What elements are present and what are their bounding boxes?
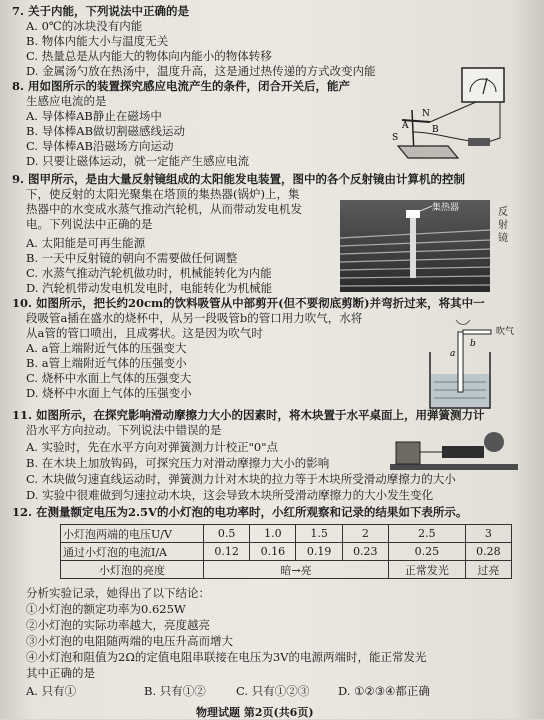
table-row-brightness bbox=[61, 561, 512, 579]
q9-stem-line4: 电。下列说法中正确的是 bbox=[26, 217, 153, 231]
q12-conclusion-3: ③小灯泡的电阻随两端的电压升高而增大 bbox=[26, 634, 233, 648]
current-cell: 0.28 bbox=[465, 543, 511, 561]
q11-stem-line2: 沿水平方向拉动。下列说法中错误的是 bbox=[26, 423, 222, 437]
q8-option-d: D. 只要让磁体运动，就一定能产生感应电流 bbox=[26, 154, 250, 168]
straw-b-icon bbox=[463, 330, 491, 334]
q8-stem-line2: 生感应电流的是 bbox=[26, 94, 107, 108]
q10-option-d: D. 烧杯中水面上气体的压强变小 bbox=[26, 386, 192, 400]
q11-option-a: A. 实验时，先在水平方向对弹簧测力计校正"0"点 bbox=[26, 440, 279, 454]
current-cell: 0.25 bbox=[388, 543, 465, 561]
q10-stem-line2: 段吸管a插在盛水的烧杯中，从另一段吸管b的管口用力吹气，水将 bbox=[26, 311, 363, 325]
q12-prompt: 其中正确的是 bbox=[26, 666, 95, 680]
q12-conclusion-1: ①小灯泡的额定功率为0.625W bbox=[26, 602, 186, 616]
wood-block-icon bbox=[396, 442, 420, 464]
q12-option-a: A. 只有① bbox=[26, 684, 77, 698]
q9-option-c: C. 水蒸气推动汽轮机做功时，机械能转化为内能 bbox=[26, 266, 272, 280]
svg-text:B: B bbox=[432, 125, 439, 135]
svg-text:b: b bbox=[470, 339, 476, 349]
q8-option-c: C. 导体棒AB沿磁场方向运动 bbox=[26, 139, 174, 153]
q9-option-d: D. 汽轮机带动发电机发电时，电能转化为机械能 bbox=[26, 281, 273, 295]
q10-option-c: C. 烧杯中水面上气体的压强变大 bbox=[26, 371, 192, 385]
voltage-cell: 1.5 bbox=[296, 525, 342, 543]
q11-option-d: D. 实验中很难做到匀速拉动木块，这会导致木块所受滑动摩擦力的大小发生变化 bbox=[26, 488, 434, 502]
q12-stem: 12. 在测量额定电压为2.5V的小灯泡的电功率时，小红所观察和记录的结果如下表所示。 bbox=[12, 505, 468, 519]
q11-option-b: B. 在木块上加放钩码，可探究压力对滑动摩擦力大小的影响 bbox=[26, 456, 330, 470]
q12-option-c: C. 只有①②③ bbox=[236, 684, 310, 698]
current-cell: 0.12 bbox=[204, 543, 250, 561]
q7-option-c: C. 热量总是从内能大的物体向内能小的物体转移 bbox=[26, 49, 272, 63]
q12-option-b: B. 只有①② bbox=[144, 684, 206, 698]
current-cell: 0.23 bbox=[342, 543, 388, 561]
mirror-label-1: 反 bbox=[498, 207, 508, 218]
voltage-cell: 1.0 bbox=[250, 525, 296, 543]
current-header: 通过小灯泡的电流I/A bbox=[61, 543, 204, 561]
q8-option-a: A. 导体棒AB静止在磁场中 bbox=[26, 109, 162, 123]
switch-icon bbox=[468, 138, 490, 146]
hand-icon bbox=[484, 432, 504, 452]
brightness-trend-cell: 暗→亮 bbox=[204, 561, 389, 579]
svg-text:集热器: 集热器 bbox=[432, 203, 460, 213]
voltage-cell: 2.5 bbox=[388, 525, 465, 543]
voltage-cell: 3 bbox=[465, 525, 511, 543]
straw-a-icon bbox=[458, 332, 463, 392]
brightness-header: 小灯泡的亮度 bbox=[61, 561, 204, 579]
q8-stem-line1: 8. 用如图所示的装置探究感应电流产生的条件，闭合开关后，能产 bbox=[12, 79, 351, 93]
spring-scale-icon bbox=[442, 446, 484, 458]
q9-option-a: A. 太阳能是可再生能源 bbox=[26, 236, 146, 250]
q9-stem-line3: 热器中的水变成水蒸气推动汽轮机，从而带动发电机发 bbox=[26, 202, 302, 216]
q9-stem-line1: 9. 图甲所示，是由大量反射镜组成的太阳能发电装置，图中的各个反射镜由计算机的控制 bbox=[12, 172, 466, 186]
current-cell: 0.19 bbox=[296, 543, 342, 561]
q8-option-b: B. 导体棒AB做切割磁感线运动 bbox=[26, 124, 186, 138]
q7-option-a: A. 0℃的冰块没有内能 bbox=[26, 19, 143, 33]
q12-conclusion-2: ②小灯泡的实际功率越大，亮度越亮 bbox=[26, 618, 210, 632]
svg-text:吹气: 吹气 bbox=[496, 327, 515, 337]
svg-text:N: N bbox=[422, 109, 430, 119]
q10-stem-line3: 从a管的管口喷出，且成雾状。这是因为吹气时 bbox=[26, 326, 263, 340]
table-row-current bbox=[61, 543, 512, 561]
galvanometer-icon bbox=[462, 68, 504, 102]
q11-stem-line1: 11. 如图所示，在探究影响滑动摩擦力大小的因素时，将木块置于水平桌面上，用弹簧测力计 bbox=[12, 408, 485, 422]
table-surface-icon bbox=[390, 464, 518, 470]
q7-option-b: B. 物体内能大小与温度无关 bbox=[26, 34, 169, 48]
table-row-voltage bbox=[61, 525, 512, 543]
q9-option-b: B. 一天中反射镜的朝向不需要做任何调整 bbox=[26, 251, 238, 265]
voltage-header: 小灯泡两端的电压U/V bbox=[61, 525, 204, 543]
q12-conclusion-4: ④小灯泡和阻值为2Ω的定值电阻串联接在电压为3V的电源两端时，能正常发光 bbox=[26, 650, 427, 664]
q12-data-table bbox=[60, 524, 512, 579]
q10-straw-figure bbox=[408, 312, 516, 412]
q10-option-b: B. a管上端附近气体的压强变小 bbox=[26, 356, 187, 370]
q7-option-d: D. 金属汤勺放在热汤中，温度升高，这是通过热传递的方式改变内能 bbox=[26, 64, 376, 78]
voltage-cell: 0.5 bbox=[204, 525, 250, 543]
page-footer: 物理试题 第2页(共6页) bbox=[196, 706, 314, 719]
brightness-normal-cell: 正常发光 bbox=[388, 561, 465, 579]
svg-text:a: a bbox=[450, 349, 456, 359]
voltage-cell: 2 bbox=[342, 525, 388, 543]
svg-text:A: A bbox=[402, 121, 409, 131]
svg-text:S: S bbox=[392, 133, 399, 143]
q10-option-a: A. a管上端附近气体的压强变大 bbox=[26, 341, 187, 355]
current-cell: 0.16 bbox=[250, 543, 296, 561]
q9-stem-line2: 下，使反射的太阳光聚集在塔顶的集热器(锅炉)上，集 bbox=[26, 187, 300, 201]
q8-induction-figure bbox=[388, 62, 518, 174]
magnet-icon bbox=[398, 146, 458, 158]
q11-friction-figure bbox=[390, 428, 518, 474]
solar-tower-photo bbox=[340, 200, 490, 292]
mirror-label-3: 镜 bbox=[498, 233, 508, 244]
q12-option-d: D. ①②③④都正确 bbox=[338, 684, 430, 698]
q7-stem: 7. 关于内能，下列说法中正确的是 bbox=[12, 4, 190, 18]
q10-stem-line1: 10. 如图所示，把长约20cm的饮料吸管从中部剪开(但不要彻底剪断)并弯折过来，将其中一 bbox=[12, 296, 485, 310]
brightness-over-cell: 过亮 bbox=[465, 561, 511, 579]
q11-option-c: C. 木块做匀速直线运动时，弹簧测力计对木块的拉力等于木块所受滑动摩擦力的大小 bbox=[26, 472, 456, 486]
mirror-label-2: 射 bbox=[498, 220, 508, 231]
q12-analysis: 分析实验记录，她得出了以下结论： bbox=[26, 586, 210, 600]
